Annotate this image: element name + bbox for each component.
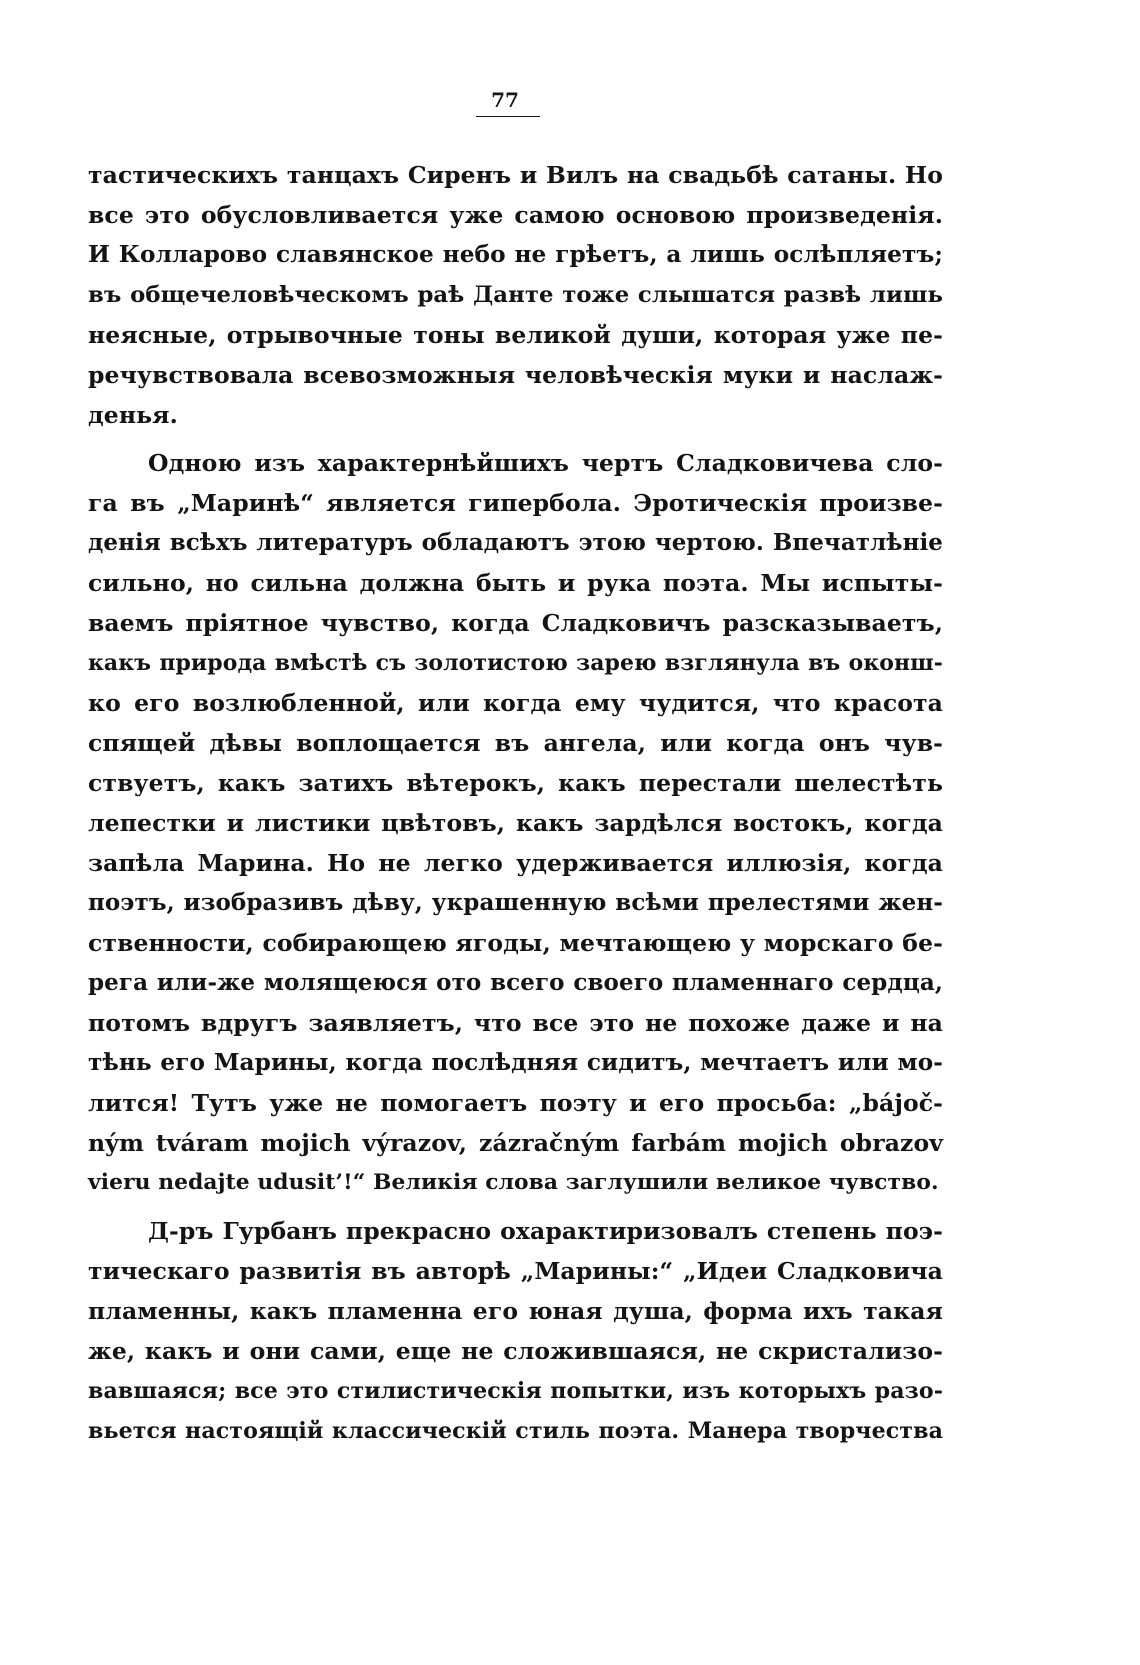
text-line: пламенны, какъ пламенна его юная душа, форма ихъ такая: [88, 1297, 943, 1325]
text-line: ствуетъ, какъ затихъ вѣтерокъ, какъ перестали шелестѣть: [88, 769, 943, 797]
text-line: Одною изъ характернѣйшихъ чертъ Сладковичева сло-: [148, 449, 943, 477]
page-number: 77: [491, 88, 519, 112]
text-line: денья.: [88, 401, 178, 429]
text-line: ко его возлюбленной, или когда ему чудится, что красота: [88, 689, 943, 717]
text-line: потомъ вдругъ заявляетъ, что все это не похоже даже и на: [88, 1009, 943, 1037]
text-line: поэтъ, изобразивъ дѣву, украшенную всѣми прелестями жен-: [88, 889, 943, 916]
text-line: vieru nedajte udusit’!“ Великія слова заглушили великое чувство.: [88, 1170, 939, 1195]
text-line: тастическихъ танцахъ Сиренъ и Вилъ на свадьбѣ сатаны. Но: [88, 161, 943, 189]
text-line: тѣнь его Марины, когда послѣдняя сидитъ, мечтаетъ или мо-: [88, 1049, 943, 1076]
text-line: лепестки и листики цвѣтовъ, какъ зардѣлся востокъ, когда: [88, 809, 943, 837]
text-line: все это обусловливается уже самою основою произведенія.: [88, 201, 943, 229]
text-line: сильно, но сильна должна быть и рука поэта. Мы испыты-: [88, 569, 943, 597]
text-line: ným tváram mojich výrazov, zázračným farbám mojich obrazov: [88, 1129, 943, 1157]
text-line: же, какъ и они сами, еще не сложившаяся, не скристализо-: [88, 1337, 943, 1365]
text-line: рега или-же молящеюся ото всего своего пламеннаго сердца,: [88, 969, 943, 996]
text-line: ственности, собирающею ягоды, мечтающею у морскаго бе-: [88, 929, 943, 957]
text-line: какъ природа вмѣстѣ съ золотистою зарею взглянула въ оконш-: [88, 650, 943, 676]
text-line: И Колларово славянское небо не грѣетъ, а лишь ослѣпляетъ;: [88, 241, 943, 268]
text-line: тическаго развитія въ авторѣ „Марины:“ „Идеи Сладковича: [88, 1257, 943, 1285]
text-line: Д-ръ Гурбанъ прекрасно охарактиризовалъ степень поэ-: [148, 1217, 943, 1245]
text-line: речувствовала всевозможныя человѣческія муки и наслаж-: [88, 361, 943, 389]
paragraph-1: [88, 155, 943, 435]
text-line: лится! Тутъ уже не помогаетъ поэту и его просьба: „bájoč-: [88, 1089, 943, 1117]
paragraph-3: [88, 1211, 943, 1451]
text-line: вьется настоящій классическій стиль поэта. Манера творчества: [88, 1418, 943, 1444]
text-line: запѣла Марина. Но не легко удерживается иллюзія, когда: [88, 849, 943, 877]
text-line: въ общечеловѣческомъ раѣ Данте тоже слышатся развѣ лишь: [88, 282, 943, 308]
text-line: денія всѣхъ литературъ обладаютъ этою чертою. Впечатлѣніе: [88, 529, 943, 556]
text-line: вавшаяся; все это стилистическія попытки, изъ которыхъ разо-: [88, 1378, 943, 1404]
paragraph-2: [88, 443, 943, 1203]
page-number-rule: [476, 116, 540, 117]
text-line: ваемъ пріятное чувство, когда Сладковичъ разсказываетъ,: [88, 609, 943, 637]
text-line: спящей дѣвы воплощается въ ангела, или когда онъ чув-: [88, 729, 943, 757]
text-line: га въ „Маринѣ“ является гипербола. Эротическія произве-: [88, 489, 943, 517]
text-line: неясные, отрывочные тоны великой души, которая уже пе-: [88, 321, 943, 349]
body-text: [88, 155, 943, 1451]
